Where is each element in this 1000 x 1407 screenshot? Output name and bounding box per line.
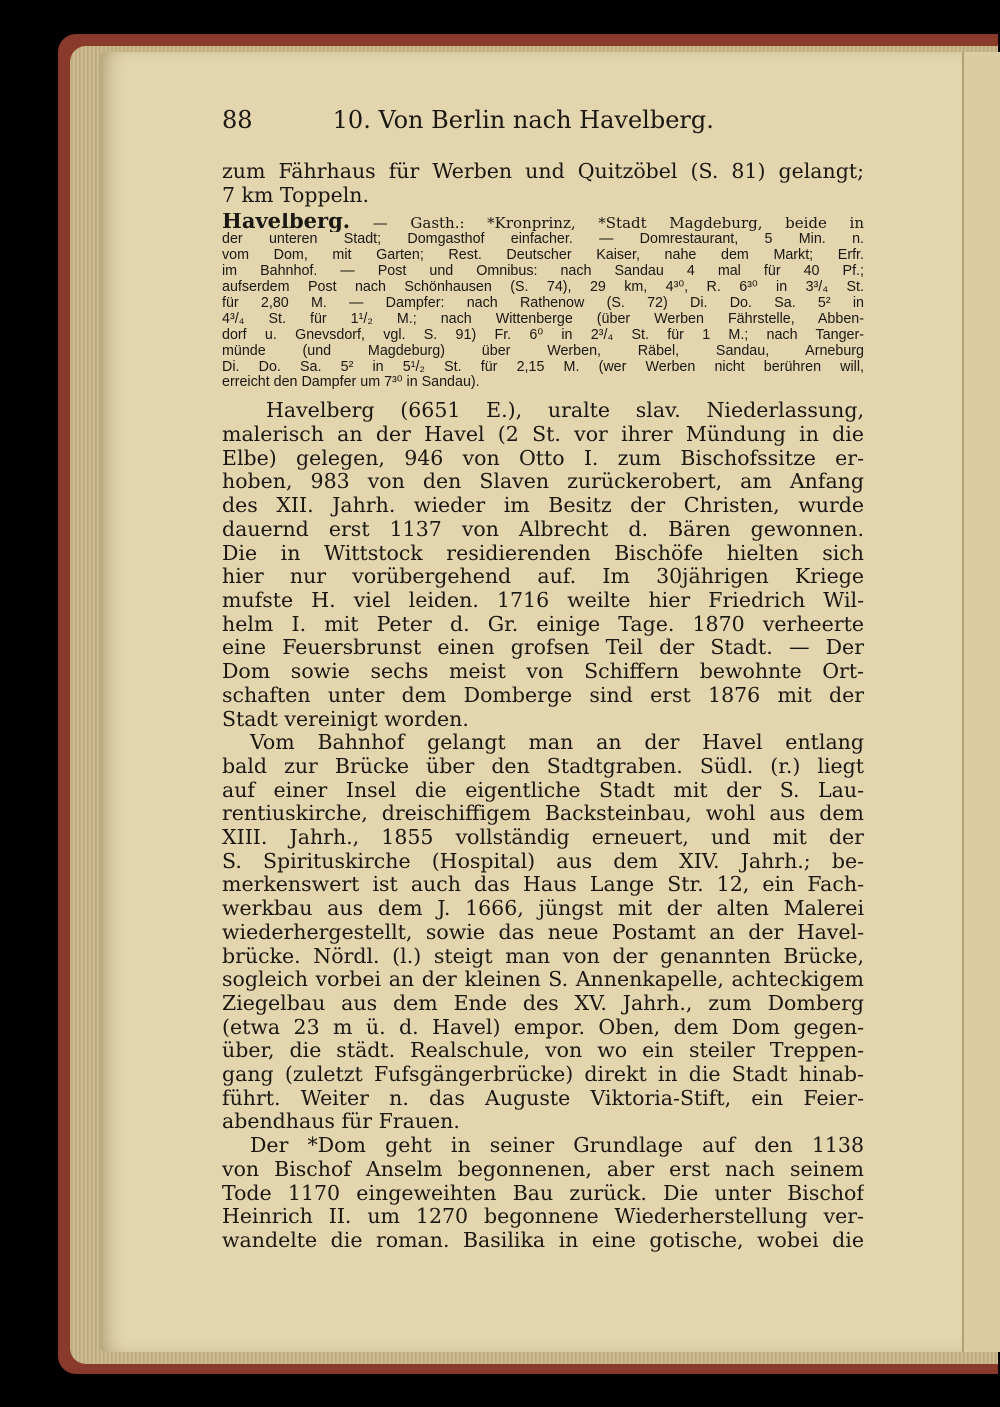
info-line: der unteren Stadt; Domgasthof einfacher. — Domrestaurant, 5 Min. n. — [222, 232, 864, 248]
text-line: wiederhergestellt, sowie das neue Postamt an der Havel- — [222, 920, 864, 944]
text-line: bald zur Brücke über den Stadtgraben. Südl. (r.) liegt — [222, 754, 864, 778]
text-line: XIII. Jahrh., 1855 vollständig erneuert, und mit der — [222, 826, 864, 850]
text-line: Die in Wittstock residierenden Bischöfe hielten sich — [222, 541, 864, 565]
running-header — [222, 100, 864, 140]
info-line: — Gasth.: *Kronprinz, *Stadt Magdeburg, beide in — [372, 214, 864, 233]
info-line: aufserdem Post nach Schönhausen (S. 74), 29 km, 4³⁰, R. 6³⁰ in 3³/₄ St. — [222, 280, 864, 296]
text-line: führt. Weiter n. das Auguste Viktoria-Stift, ein Feier- — [222, 1086, 864, 1110]
text-line: schaften unter dem Domberge sind erst 1876 mit der — [222, 683, 864, 707]
text-line: 7 km Toppeln. — [222, 183, 370, 207]
practical-info — [222, 213, 864, 391]
intro-block — [222, 160, 864, 207]
page-number: 88 — [222, 106, 253, 134]
text-line: Elbe) gelegen, 946 von Otto I. zum Bischofssitze er- — [222, 446, 864, 470]
paragraph-history — [222, 399, 864, 731]
text-line: des XII. Jahrh. wieder im Besitz der Christen, wurde — [222, 494, 864, 518]
info-line: münde (und Magdeburg) über Werben, Räbel, Sandau, Arneburg — [222, 343, 864, 359]
info-line: Di. Do. Sa. 5² in 5¹/₂ St. für 2,15 M. (wer Werben nicht berühren will, — [222, 359, 864, 375]
info-line: vom Dom, mit Garten; Rest. Deutscher Kaiser, nahe dem Markt; Erfr. — [222, 248, 864, 264]
info-line: dorf u. Gnevsdorf, vgl. S. 91) Fr. 6⁰ in 2³/₄ St. für 1 M.; nach Tanger- — [222, 327, 864, 343]
text-line: über, die städt. Realschule, von wo ein steiler Treppen- — [222, 1039, 864, 1063]
info-line: erreicht den Dampfer um 7³⁰ in Sandau). — [222, 375, 480, 391]
page-text — [222, 100, 864, 1253]
text-line: malerisch an der Havel (2 St. vor ihrer Mündung in die — [222, 423, 864, 447]
text-line: hier nur vorübergehend auf. Im 30jährigen Kriege — [222, 565, 864, 589]
text-line: werkbau aus dem J. 1666, jüngst mit der alten Malerei — [222, 897, 864, 921]
text-line: wandelte die roman. Basilika in eine gotische, wobei die — [222, 1228, 864, 1252]
text-line: von Bischof Anselm begonnenen, aber erst nach seinem — [222, 1157, 864, 1181]
text-line: Ziegelbau aus dem Ende des XV. Jahrh., zum Domberg — [222, 991, 864, 1015]
text-line: eine Feuersbrunst einen grofsen Teil der Stadt. — Der — [222, 636, 864, 660]
paragraph-cathedral — [222, 1134, 864, 1253]
entry-heading: Havelberg. — [222, 213, 351, 233]
text-line: S. Spirituskirche (Hospital) aus dem XIV. Jahrh.; be- — [222, 849, 864, 873]
text-line: Der *Dom geht in seiner Grundlage auf den 1138 — [250, 1134, 864, 1158]
text-line: Tode 1170 eingeweihten Bau zurück. Die unter Bischof — [222, 1181, 864, 1205]
paragraph-tour — [222, 731, 864, 1134]
text-line: abendhaus für Frauen. — [222, 1110, 460, 1134]
text-line: Stadt vereinigt worden. — [222, 707, 469, 731]
text-line: auf einer Insel die eigentliche Stadt mit der S. Lau- — [222, 778, 864, 802]
text-line: Dom sowie sechs meist von Schiffern bewohnte Ort- — [222, 660, 864, 684]
text-line: dauernd erst 1137 von Albrecht d. Bären gewonnen. — [222, 517, 864, 541]
text-line: gang (zuletzt Fufsgängerbrücke) direkt in die Stadt hinab- — [222, 1063, 864, 1087]
text-line: Havelberg (6651 E.), uralte slav. Niederlassung, — [266, 399, 864, 423]
info-line: im Bahnhof. — Post und Omnibus: nach Sandau 4 mal für 40 Pf.; — [222, 264, 864, 280]
text-line: sogleich vorbei an der kleinen S. Annenkapelle, achteckigem — [222, 968, 864, 992]
info-line: für 2,80 M. — Dampfer: nach Rathenow (S. 72) Di. Do. Sa. 5² in — [222, 295, 864, 311]
text-line: Heinrich II. um 1270 begonnene Wiederherstellung ver- — [222, 1205, 864, 1229]
text-line: brücke. Nördl. (l.) steigt man von der genannten Brücke, — [222, 944, 864, 968]
info-line: 4³/₄ St. für 1¹/₂ M.; nach Wittenberge (über Werben Fährstelle, Abben- — [222, 311, 864, 327]
text-line: hoben, 983 von den Slaven zurückerobert, am Anfang — [222, 470, 864, 494]
text-line: helm I. mit Peter d. Gr. einige Tage. 1870 verheerte — [222, 612, 864, 636]
text-line: Vom Bahnhof gelangt man an der Havel entlang — [250, 731, 864, 755]
info-first-line — [222, 213, 864, 232]
text-line: (etwa 23 m ü. d. Havel) empor. Oben, dem Dom gegen- — [222, 1015, 864, 1039]
running-title: 10. Von Berlin nach Havelberg. — [332, 106, 714, 134]
text-line: zum Fährhaus für Werben und Quitzöbel (S. 81) gelangt; — [222, 160, 864, 183]
text-line: rentiuskirche, dreischiffigem Backsteinbau, wohl aus dem — [222, 802, 864, 826]
text-line: mufste H. viel leiden. 1716 weilte hier Friedrich Wil- — [222, 589, 864, 612]
text-line: merkenswert ist auch das Haus Lange Str. 12, ein Fach- — [222, 873, 864, 897]
facing-page-edge — [962, 52, 1000, 1352]
